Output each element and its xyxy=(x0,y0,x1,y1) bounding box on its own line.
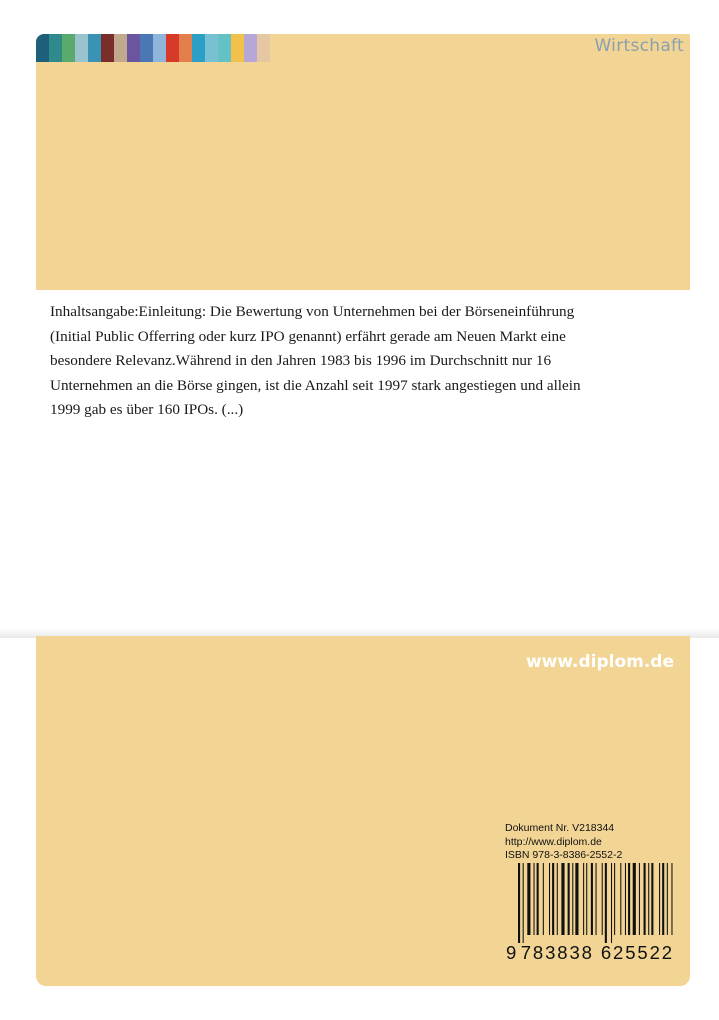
barcode-lead-digit: 9 xyxy=(506,942,517,963)
cover-bottom-panel xyxy=(36,636,690,986)
color-stripe xyxy=(231,34,244,62)
color-stripe xyxy=(257,34,270,62)
document-number: Dokument Nr. V218344 xyxy=(505,822,615,834)
color-stripe xyxy=(205,34,218,62)
color-stripe xyxy=(114,34,127,62)
document-url: http://www.diplom.de xyxy=(505,835,602,848)
cover-top-panel xyxy=(36,34,690,290)
document-meta xyxy=(505,822,622,863)
isbn-label: ISBN 978-3-8386-2552-2 xyxy=(505,849,623,861)
color-stripe xyxy=(140,34,153,62)
barcode xyxy=(506,863,674,967)
color-stripe xyxy=(153,34,166,62)
barcode-group-right: 625522 xyxy=(600,942,674,963)
color-stripe xyxy=(88,34,101,62)
category-label: Wirtschaft xyxy=(594,36,684,56)
color-stripe xyxy=(101,34,114,62)
color-stripe xyxy=(179,34,192,62)
color-stripe xyxy=(75,34,88,62)
website-label: www.diplom.de xyxy=(525,652,674,672)
blurb-text: Inhaltsangabe:Einleitung: Die Bewertung von Unternehmen bei der Börseneinführung (Initial Public Offerring oder kurz IPO genannt) erfährt gerade am Neuen Markt eine besondere Relevanz.Während in den Jahren 1983 bis 1996 im Durchschnitt nur 16 Unternehmen an die Börse gingen, ist die Anzahl seit 1997 stark angestiegen und allein 1999 gab es über 160 IPOs. (...) xyxy=(50,303,581,419)
color-stripe xyxy=(49,34,62,62)
color-stripe xyxy=(218,34,231,62)
color-stripe xyxy=(244,34,257,62)
barcode-group-left: 783838 xyxy=(520,942,594,963)
barcode-bars xyxy=(506,863,674,943)
barcode-digits xyxy=(506,942,674,964)
color-stripes xyxy=(36,34,270,62)
color-stripe xyxy=(166,34,179,62)
color-stripe xyxy=(192,34,205,62)
color-stripe xyxy=(36,34,49,62)
color-stripe xyxy=(127,34,140,62)
color-stripe xyxy=(62,34,75,62)
